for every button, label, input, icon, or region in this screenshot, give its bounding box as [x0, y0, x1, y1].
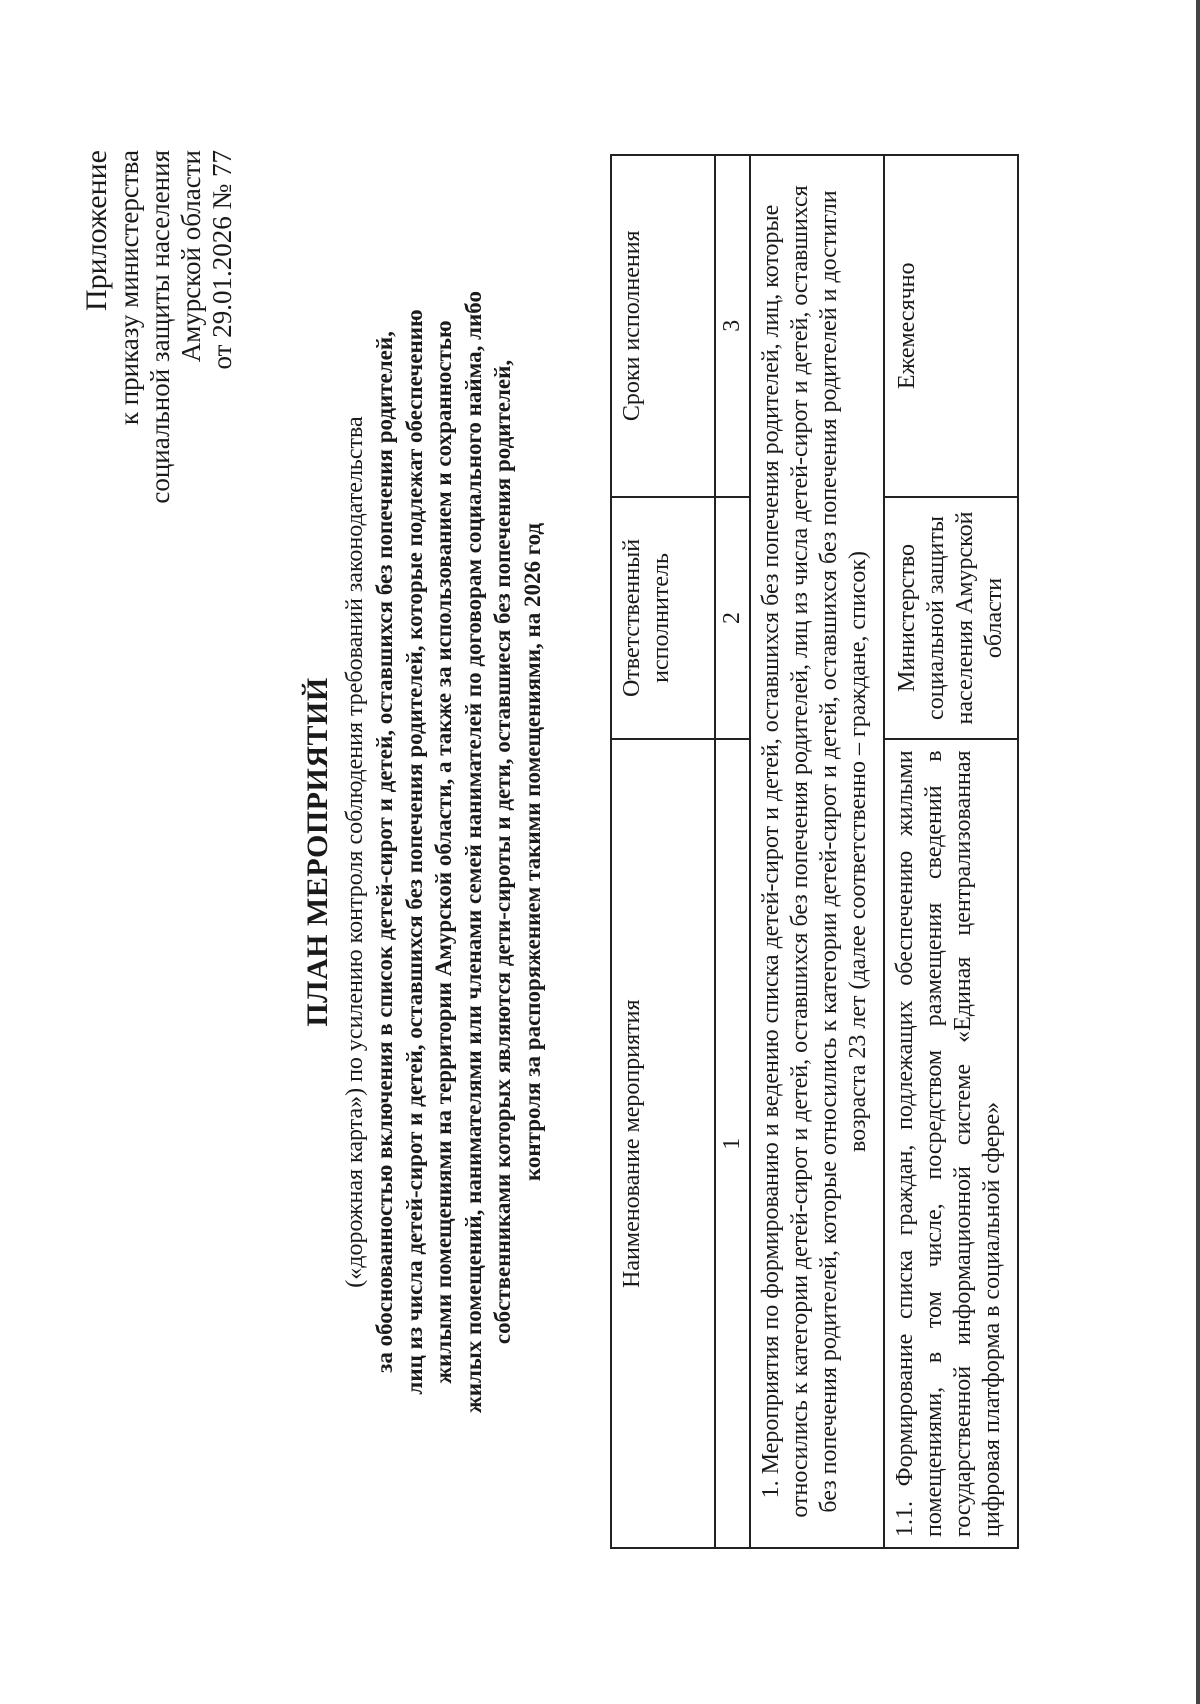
title-line: собственниками которых являются дети-сироты и дети, оставшиеся без попечения родителей,: [490, 359, 515, 1345]
document-subtitle: («дорожная карта») по усилению контроля соблюдения требований законодательства: [342, 416, 368, 1288]
appendix-line: социальной защиты населения: [145, 150, 175, 504]
section-heading: 1. Мероприятия по формированию и ведению списка детей-сирот и детей, оставшихся без попечения родителей, лиц, которые относились к категории детей-сирот и детей, оставшихся без попечения родителей, лиц из числа детей-сирот и детей, оставшихся без попечения родителей, которые относились к категории детей-сирот и детей, оставшихся без попечения родителей и достигли возраста 23 лет (далее соответственно – граждане, список): [750, 155, 884, 1548]
appendix-line: к приказу министерства: [114, 150, 144, 426]
responsible-executor: Министерство социальной защиты населения Амурской области: [884, 497, 1018, 740]
appendix-line: Амурской области: [176, 150, 206, 363]
table-row: [884, 155, 1018, 1548]
column-number: 1: [715, 739, 750, 1548]
execution-term: Ежемесячно: [884, 155, 1018, 497]
column-number-row: [715, 155, 750, 1548]
plan-table: [610, 154, 1019, 1549]
appendix-block: [80, 150, 238, 504]
activity-name: 1.1. Формирование списка граждан, подлежащих обеспечению жилыми помещениями, в том числе, посредством размещения сведений в государственной информационной системе «Единая централизованная цифровая платформа в социальной сфере»: [884, 739, 1018, 1548]
column-number: 3: [715, 155, 750, 497]
table-header-row: [611, 155, 715, 1548]
header-cell-term: Сроки исполнения: [611, 155, 715, 497]
title-line: контроля за распоряжением такими помещениями, на 2026 год: [519, 522, 545, 1182]
header-cell-executor: Ответственный исполнитель: [611, 497, 715, 740]
title-line: жилыми помещениями на территории Амурской области, а также за использованием и сохранностью: [431, 320, 456, 1384]
title-line: лиц из числа детей-сирот и детей, оставшихся без попечения родителей, которые подлежат обеспечению: [401, 309, 427, 1395]
title-line: за обоснованностью включения в список детей-сирот и детей, оставшихся без попечения родителей,: [372, 331, 397, 1373]
header-cell-name: Наименование мероприятия: [611, 739, 715, 1548]
appendix-line: от 29.01.2026 № 77: [207, 150, 237, 370]
title-block: [300, 150, 547, 1554]
document-title: ПЛАН МЕРОПРИЯТИЙ: [301, 677, 334, 1027]
section-row: [750, 155, 884, 1548]
title-line: жилых помещений, нанимателями или членами семей нанимателей по договорам социального найма, либо: [460, 291, 486, 1413]
scan-edge-divider: [1196, 0, 1200, 1704]
appendix-line: Приложение: [80, 150, 113, 312]
column-number: 2: [715, 497, 750, 740]
